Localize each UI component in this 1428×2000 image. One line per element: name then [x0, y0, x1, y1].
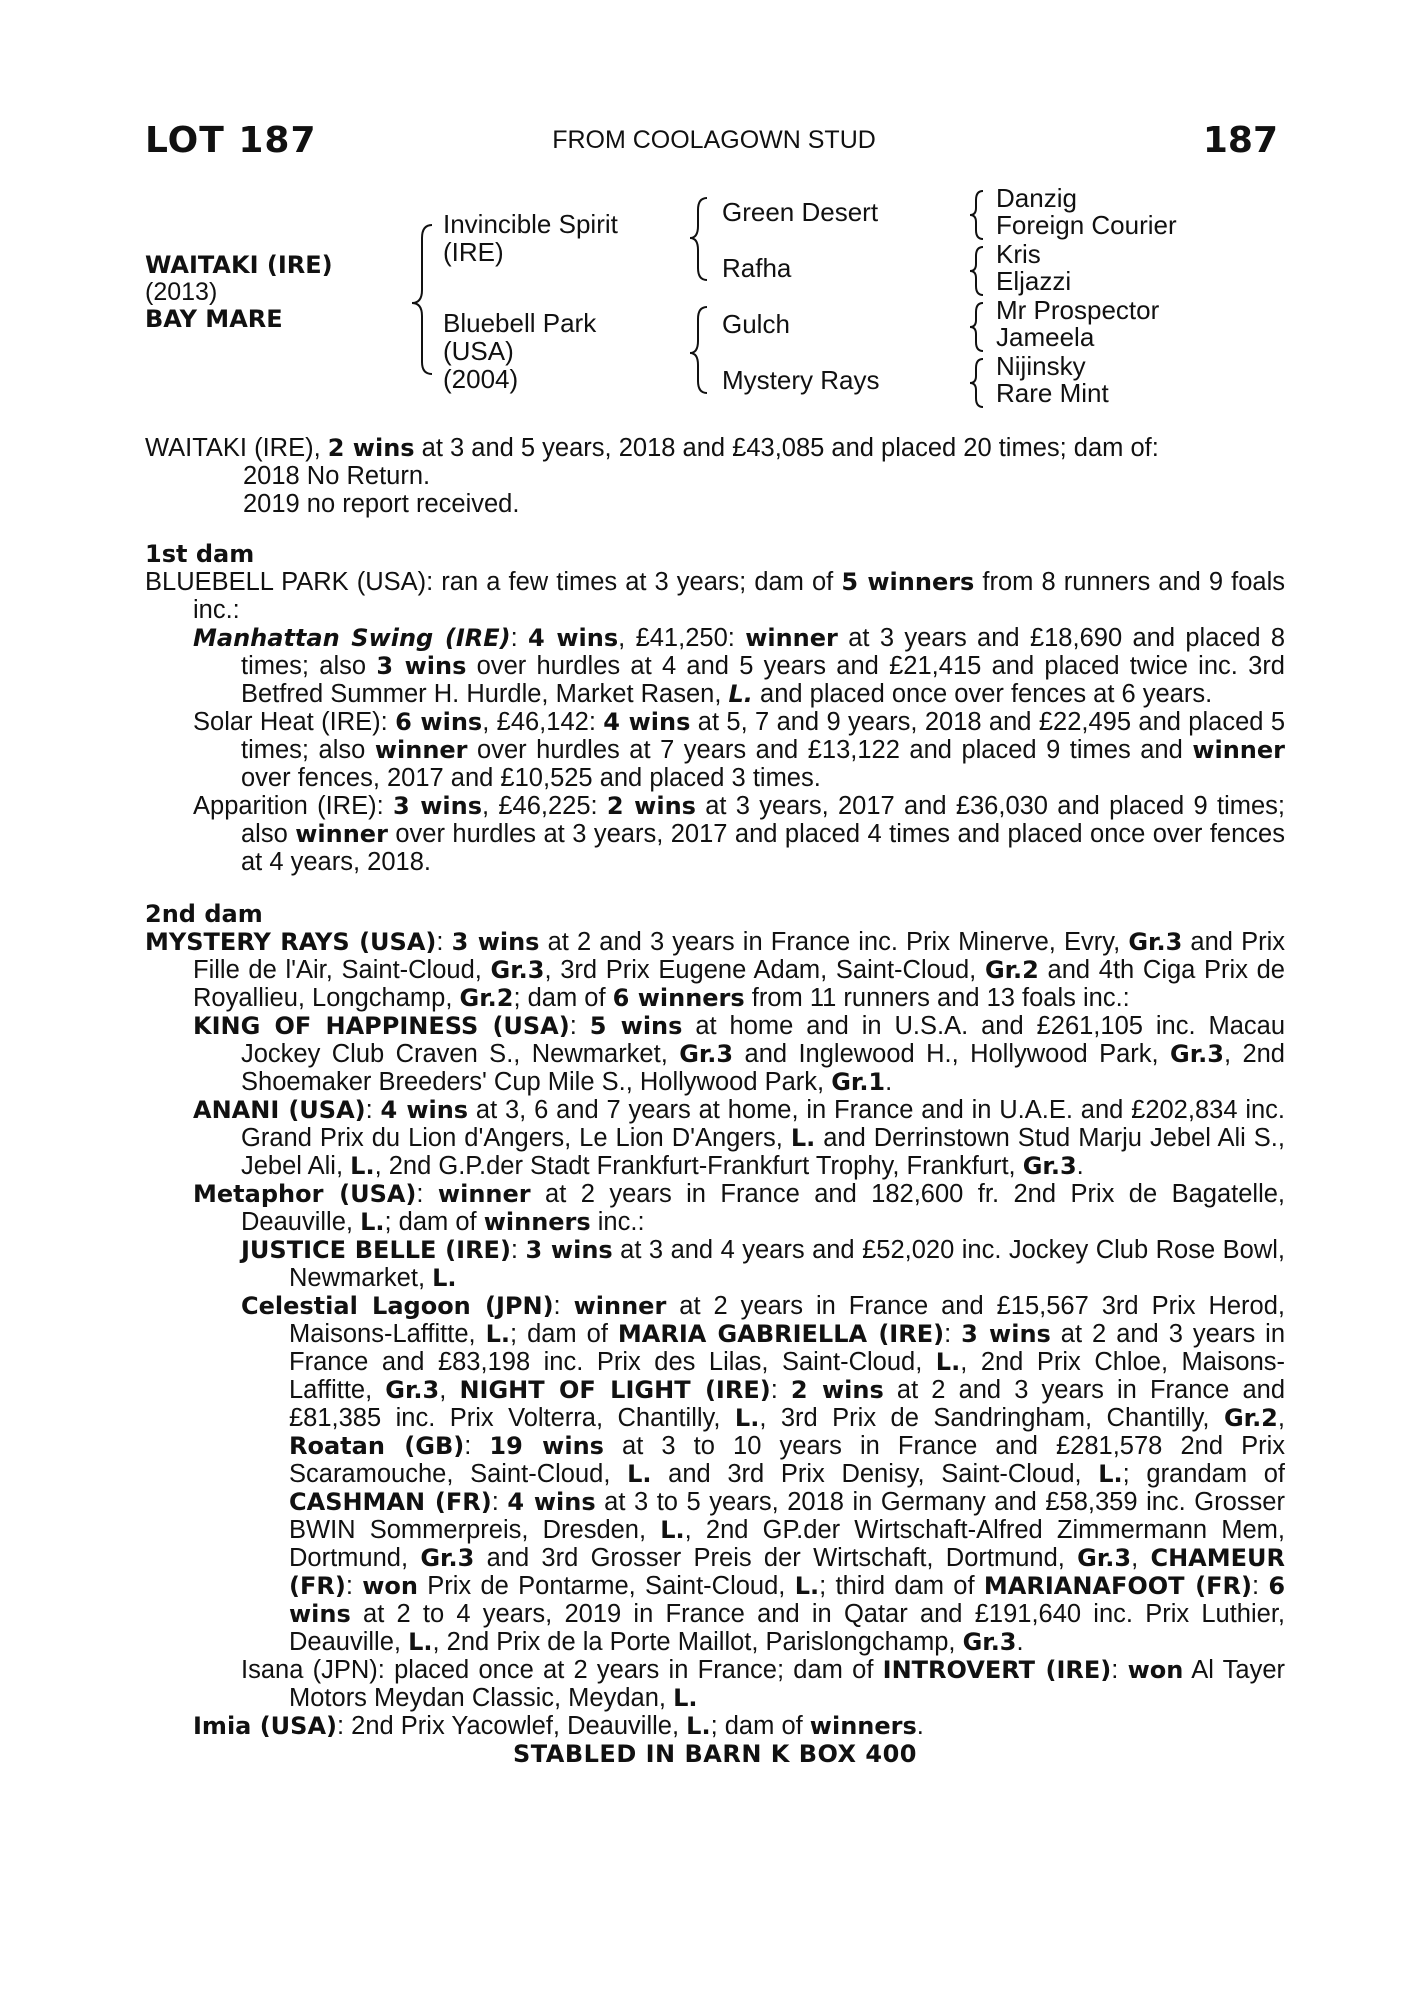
- main-brace: [412, 225, 432, 374]
- progeny-solar-heat: Solar Heat (IRE): 6 wins, £46,142: 4 wins at 5, 7 and 9 years, 2018 and £22,495 and placed 5 times; also winner over hurdles at 7 years and £13,122 and placed 9 times and winner over fences, 2017 and £10,525 and placed 3 times.: [193, 708, 1285, 792]
- sire-brace: [690, 198, 707, 280]
- progeny-anani: ANANI (USA): 4 wins at 3, 6 and 7 years at home, in France and in U.A.E. and £202,834 inc. Grand Prix du Lion d'Angers, Le Lion D'Angers, L. and Derrinstown Stud Marju Jebel Ali S., Jebel Ali, L., 2nd G.P.der Stadt Frankfurt-Frankfurt Trophy, Frankfurt, Gr.3.: [193, 1096, 1285, 1180]
- progeny-apparition: Apparition (IRE): 3 wins, £46,225: 2 wins at 3 years, 2017 and £36,030 and placed 9 times; also winner over hurdles at 3 years, 2017 and placed 4 times and placed once over fences at 4 years, 2018.: [193, 792, 1285, 876]
- progeny-justice-belle: JUSTICE BELLE (IRE): 3 wins at 3 and 4 years and £52,020 inc. Jockey Club Rose Bowl, Newmarket, L.: [241, 1236, 1285, 1292]
- second-dam-intro: MYSTERY RAYS (USA): 3 wins at 2 and 3 years in France inc. Prix Minerve, Evry, Gr.3 and Prix Fille de l'Air, Saint-Cloud, Gr.3, 3rd Prix Eugene Adam, Saint-Cloud, Gr.2 and 4th Ciga Prix de Royallieu, Longchamp, Gr.2; dam of 6 winners from 11 runners and 13 foals inc.:: [145, 928, 1286, 1012]
- pedigree-dam-dam: Mystery Rays: [722, 365, 880, 395]
- progeny-celestial-lagoon: Celestial Lagoon (JPN): winner at 2 years in France and £15,567 3rd Prix Herod, Maisons-Laffitte, L.; dam of MARIA GABRIELLA (IRE): 3 wins at 2 and 3 years in France and £83,198 inc. Prix des Lilas, Saint-Cloud, L., 2nd Prix Chloe, Maisons-Laffitte, Gr.3, NIGHT OF LIGHT (IRE): 2 wins at 2 and 3 years in France and £81,385 inc. Prix Volterra, Chantilly, L., 3rd Prix de Sandringham, Chantilly, Gr.2, Roatan (GB): 19 wins at 3 to 10 years in France and £281,578 2nd Prix Scaramouche, Saint-Cloud, L. and 3rd Prix Denisy, Saint-Cloud, L.; grandam of CASHMAN (FR): 4 wins at 3 to 5 years, 2018 in Germany and £58,359 inc. Grosser BWIN Sommerpreis, Dresden, L., 2nd GP.der Wirtschaft-Alfred Zimmermann Mem, Dortmund, Gr.3 and 3rd Grosser Preis der Wirtschaft, Dortmund, Gr.3, CHAMEUR (FR): won Prix de Pontarme, Saint-Cloud, L.; third dam of MARIANAFOOT (FR): 6 wins at 2 to 4 years, 2019 in France and in Qatar and £191,640 inc. Prix Luthier, Deauville, L., 2nd Prix de la Porte Maillot, Parislongchamp, Gr.3.: [241, 1292, 1286, 1656]
- stabled-location: STABLED IN BARN K BOX 400: [512, 1740, 918, 1768]
- horse-name: WAITAKI (IRE): [145, 251, 333, 279]
- pedigree-sire: Invincible Spirit (IRE): [443, 209, 618, 267]
- progeny-metaphor: Metaphor (USA): winner at 2 years in France and 182,600 fr. 2nd Prix de Bagatelle, Deauville, L.; dam of winners inc.:: [193, 1180, 1285, 1236]
- lot-number: 187: [1202, 120, 1278, 161]
- horse-sex-colour: BAY MARE: [145, 305, 283, 333]
- progeny-imia: Imia (USA): 2nd Prix Yacowlef, Deauville, L.; dam of winners.: [193, 1712, 924, 1740]
- pedigree-sire-dam: Rafha: [722, 253, 792, 283]
- lot-body: [145, 434, 1285, 1768]
- pedigree-g3: Kris: [996, 239, 1041, 269]
- pedigree-g6: Jameela: [996, 322, 1095, 352]
- g-brace-3: [970, 303, 983, 351]
- vendor-line: FROM COOLAGOWN STUD: [552, 126, 876, 154]
- progeny-manhattan-swing: Manhattan Swing (IRE): 4 wins, £41,250: winner at 3 years and £18,690 and placed 8 times; also 3 wins over hurdles at 4 and 5 years and £21,415 and placed twice inc. 3rd Betfred Summer H. Hurdle, Market Rasen, L. and placed once over fences at 6 years.: [193, 624, 1286, 708]
- pedigree-g1: Danzig: [996, 183, 1077, 213]
- pedigree-dam-sire: Gulch: [722, 309, 790, 339]
- summary-2018: 2018 No Return.: [243, 462, 431, 490]
- g-brace-4: [970, 359, 983, 407]
- first-dam-intro: BLUEBELL PARK (USA): ran a few times at 3 years; dam of 5 winners from 8 runners and 9 foals inc.:: [145, 568, 1285, 624]
- lot-label: LOT 187: [145, 120, 317, 161]
- progeny-king-of-happiness: KING OF HAPPINESS (USA): 5 wins at home and in U.S.A. and £261,105 inc. Macau Jockey Club Craven S., Newmarket, Gr.3 and Inglewood H., Hollywood Park, Gr.3, 2nd Shoemaker Breeders' Cup Mile S., Hollywood Park, Gr.1.: [193, 1012, 1286, 1096]
- pedigree-dam: Bluebell Park (USA) (2004): [443, 308, 597, 394]
- horse-year: (2013): [145, 278, 218, 306]
- pedigree-g4: Eljazzi: [996, 266, 1072, 296]
- summary-2019: 2019 no report received.: [243, 490, 520, 518]
- progeny-isana: Isana (JPN): placed once at 2 years in France; dam of INTROVERT (IRE): won Al Tayer Motors Meydan Classic, Meydan, L.: [241, 1656, 1285, 1712]
- pedigree-g8: Rare Mint: [996, 378, 1109, 408]
- dam-brace: [690, 307, 707, 393]
- pedigree-g7: Nijinsky: [996, 351, 1086, 381]
- pedigree-braces: [0, 0, 1428, 420]
- pedigree-g2: Foreign Courier: [996, 210, 1177, 240]
- g-brace-1: [970, 191, 983, 239]
- pedigree-g5: Mr Prospector: [996, 295, 1160, 325]
- g-brace-2: [970, 247, 983, 295]
- first-dam-heading: 1st dam: [145, 540, 255, 568]
- second-dam-heading: 2nd dam: [145, 900, 263, 928]
- summary-line: WAITAKI (IRE), 2 wins at 3 and 5 years, 2018 and £43,085 and placed 20 times; dam of:: [145, 434, 1159, 462]
- pedigree-sire-sire: Green Desert: [722, 197, 879, 227]
